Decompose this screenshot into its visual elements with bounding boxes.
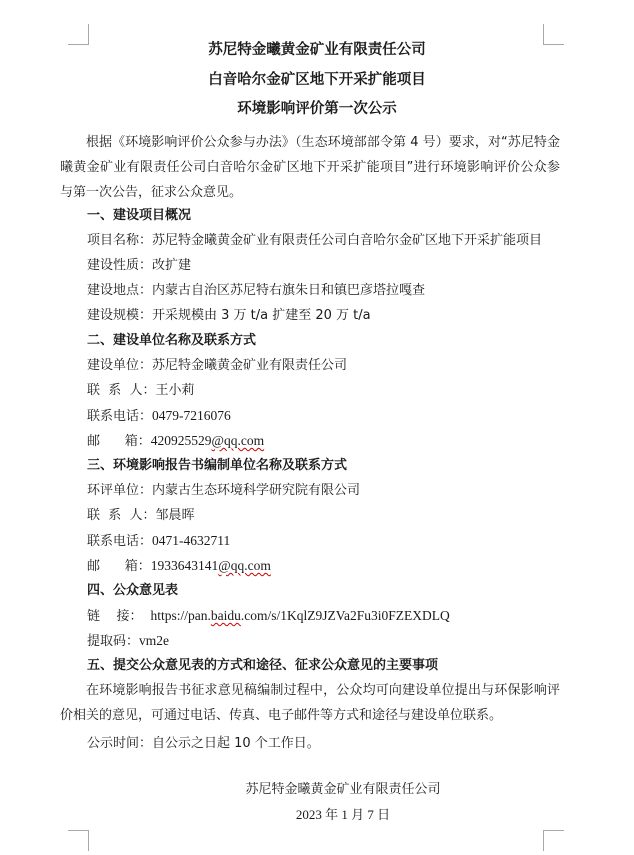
builder-phone: 0479-7216076 — [152, 408, 231, 423]
eia-phone: 0471-4632711 — [152, 533, 231, 548]
section4-heading: 四、公众意见表 — [87, 583, 179, 598]
project-name: 项目名称：苏尼特金曦黄金矿业有限责任公司白音哈尔金矿区地下开采扩能项目 — [87, 233, 543, 248]
eia-unit: 环评单位：内蒙古生态环境科学研究院有限公司 — [87, 483, 361, 498]
link-row — [87, 606, 450, 627]
section3-heading: 三、环境影响报告书编制单位名称及联系方式 — [87, 458, 348, 473]
code-row — [87, 631, 169, 652]
signature-company: 苏尼特金曦黄金矿业有限责任公司 — [245, 782, 441, 797]
builder-phone-label: 联系电话： — [87, 409, 153, 424]
eia-phone-row — [87, 531, 230, 552]
crop-mark-bottom-left — [68, 830, 89, 851]
eia-email-user: 1933643141 — [150, 558, 219, 573]
title-project: 白音哈尔金矿区地下开采扩能项目 — [208, 72, 426, 88]
builder-email-user: 420925529 — [150, 433, 212, 448]
notice-period: 公示时间：自公示之日起 10 个工作日。 — [87, 736, 320, 751]
crop-mark-bottom-right — [543, 830, 564, 851]
builder-email-label: 邮 箱： — [87, 434, 151, 449]
signature-date: 2023 年 1 月 7 日 — [295, 807, 391, 822]
section1-heading: 一、建设项目概况 — [87, 208, 192, 223]
eia-email-label: 邮 箱： — [87, 559, 151, 574]
section5-body: 在环境影响报告书征求意见稿编制过程中，公众均可向建设单位提出与环保影响评价相关的意见，可通过电话、传真、电子邮件等方式和途径与建设单位联系。 — [60, 683, 560, 723]
builder-email-row — [87, 431, 264, 452]
link-label: 链 接： — [87, 609, 143, 624]
section5-heading: 五、提交公众意见表的方式和途径、征求公众意见的主要事项 — [87, 658, 439, 673]
title-company: 苏尼特金曦黄金矿业有限责任公司 — [208, 42, 426, 58]
intro-paragraph: 根据《环境影响评价公众参与办法》（生态环境部部令第 4 号）要求，对“苏尼特金曦黄金矿业有限责任公司白音哈尔金矿区地下开采扩能项目”进行环境影响评价公众参与第一次公告，征求公众意见。 — [60, 135, 560, 200]
builder-contact: 联 系 人：王小莉 — [87, 383, 195, 398]
eia-phone-label: 联系电话： — [87, 534, 153, 549]
project-nature: 建设性质：改扩建 — [87, 258, 192, 273]
eia-email-domain[interactable]: @qq.com — [218, 558, 271, 573]
builder-phone-row — [87, 406, 231, 427]
extraction-code: vm2e — [139, 633, 170, 648]
code-label: 提取码： — [87, 634, 140, 649]
survey-link[interactable]: https://pan.baidu.com/s/1KqlZ9JZVa2Fu3i0FZEXDLQ — [150, 608, 450, 623]
builder-email-domain[interactable]: @qq.com — [211, 433, 265, 448]
section2-heading: 二、建设单位名称及联系方式 — [87, 333, 257, 348]
project-scale: 建设规模：开采规模由 3 万 t/a 扩建至 20 万 t/a — [87, 308, 371, 323]
builder-unit: 建设单位：苏尼特金曦黄金矿业有限责任公司 — [87, 358, 348, 373]
title-notice: 环境影响评价第一次公示 — [237, 101, 397, 117]
eia-contact: 联 系 人：邹晨晖 — [87, 508, 195, 523]
eia-email-row — [87, 556, 271, 577]
project-location: 建设地点：内蒙古自治区苏尼特右旗朱日和镇巴彦塔拉嘎查 — [87, 283, 426, 298]
